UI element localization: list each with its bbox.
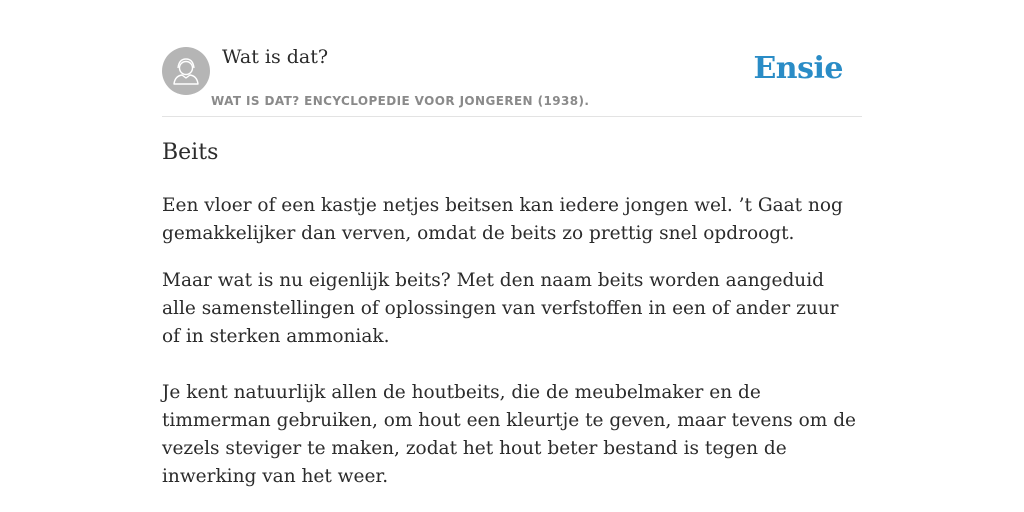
article-title: Beits bbox=[162, 140, 219, 165]
source-header bbox=[162, 0, 862, 117]
source-subtitle[interactable]: WAT IS DAT? ENCYCLOPEDIE VOOR JONGEREN (1938). bbox=[211, 94, 590, 108]
user-icon[interactable] bbox=[162, 47, 210, 95]
page bbox=[162, 0, 862, 512]
source-title[interactable]: Wat is dat? bbox=[222, 46, 329, 68]
article-paragraph-1: Een vloer of een kastje netjes beitsen kan iedere jongen wel. ’t Gaat nog gemakkelijker dan verven, omdat de beits zo prettig snel opdroogt. bbox=[162, 195, 843, 244]
ensie-logo[interactable]: Ensie bbox=[753, 51, 843, 86]
article-paragraph-3: Je kent natuurlijk allen de houtbeits, die de meubelmaker en de timmerman gebruiken, om hout een kleurtje te geven, maar tevens om de vezels steviger te maken, zodat het hout beter bestand is tegen de inwerking van het weer. bbox=[162, 382, 856, 487]
article-paragraph-2: Maar wat is nu eigenlijk beits? Met den naam beits worden aangeduid alle samenstellingen of oplossingen van verfstoffen in een of ander zuur of in sterken ammoniak. bbox=[162, 270, 839, 347]
